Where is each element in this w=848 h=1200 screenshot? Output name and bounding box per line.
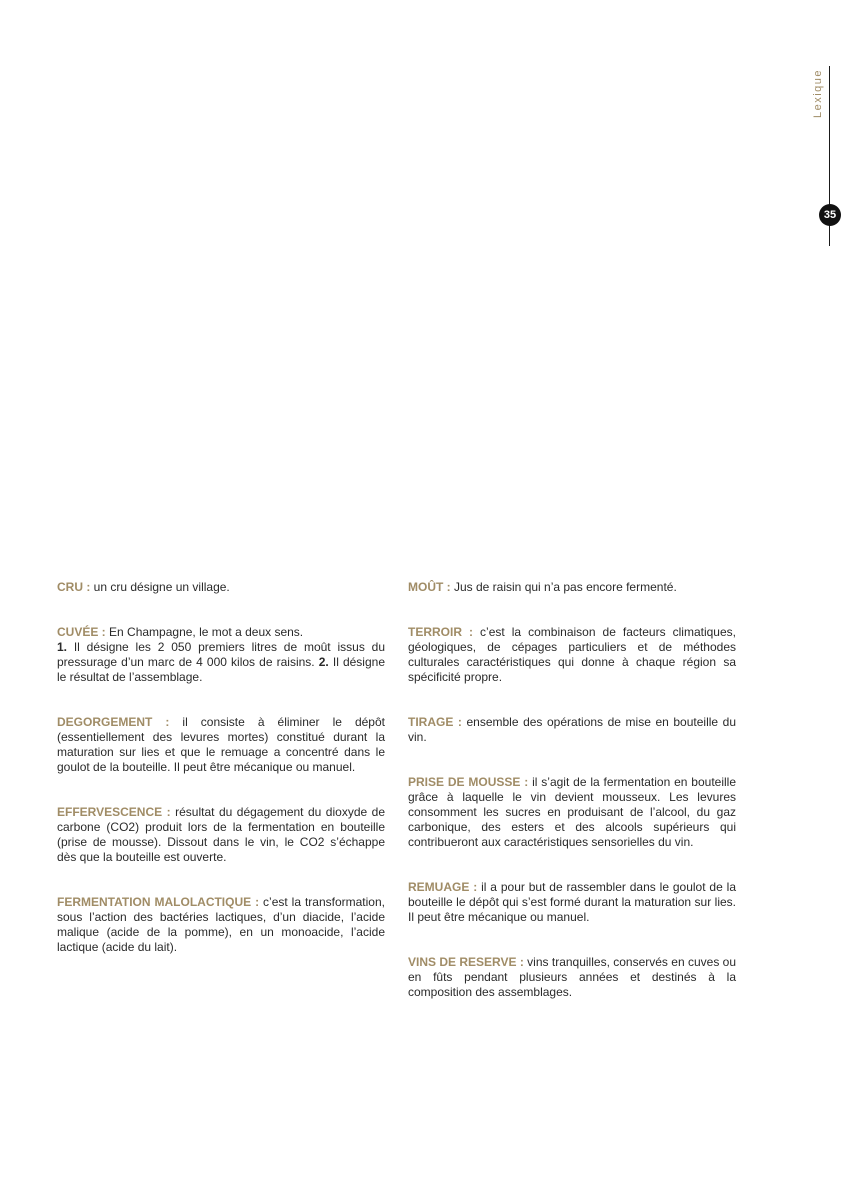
glossary-definition: résultat du dégagement du dioxyde de carbone (CO2) produit lors de la fermentation en bouteille (prise de mousse). Dissout dans le vin, le CO2 s’échappe dès que la bouteille est ouverte. [57, 805, 386, 864]
page-number-badge: 35 [819, 204, 841, 226]
definition-number: 1. [57, 640, 68, 654]
glossary-definition: c’est la transformation, sous l’action des bactéries lactiques, d’un diacide, l’acide malique (acide de la pomme), en un monoacide, l’acide lactique (acide du lait). [57, 895, 385, 954]
glossary-entry-terroir [408, 625, 736, 685]
glossary-definition-part: Il désigne les 2 050 premiers litres de moût issus du pressurage d’un marc de 4 000 kilos de raisins. [57, 640, 385, 669]
glossary-term: TIRAGE : [408, 715, 462, 729]
glossary-term: CRU : [57, 580, 91, 594]
glossary-left-column [57, 580, 385, 955]
glossary-entry-tirage [408, 715, 736, 745]
glossary-definition: il s’agit de la fermentation en bouteille grâce à laquelle le vin devient mousseux. Les levures consomment les sucres en produisant de l’alcool, du gaz carbonique, des esters et des alcools supérieurs qui contribueront aux caractéristiques sensorielles du vin. [408, 775, 737, 849]
glossary-entry-fermentation-malolactique [57, 895, 385, 955]
glossary-definition: En Champagne, le mot a deux sens. [105, 625, 304, 639]
glossary-term: VINS DE RESERVE : [408, 955, 524, 969]
glossary-term: MOÛT : [408, 580, 451, 594]
glossary-entry-mout [408, 580, 736, 595]
glossary-definition: un cru désigne un village. [90, 580, 230, 594]
glossary-entry-effervescence [57, 805, 385, 865]
glossary-definition: Jus de raisin qui n’a pas encore fermenté. [450, 580, 677, 594]
glossary-term: REMUAGE : [408, 880, 478, 894]
section-label: Lexique [812, 68, 824, 118]
glossary-definition: ensemble des opérations de mise en bouteille du vin. [408, 715, 736, 744]
glossary-definition: c’est la combinaison de facteurs climatiques, géologiques, de cépages particuliers et de méthodes culturales caractéristiques qui donne à chaque région sa spécificité propre. [408, 625, 736, 684]
glossary-term: EFFERVESCENCE : [57, 805, 171, 819]
glossary-entry-cru [57, 580, 385, 595]
glossary-definition: il a pour but de rassembler dans le goulot de la bouteille le dépôt qui s’est formé durant la maturation sur lies. Il peut être mécanique ou manuel. [408, 880, 736, 924]
glossary-right-column [408, 580, 736, 1000]
glossary-entry-prise-de-mousse [408, 775, 736, 850]
glossary-entry-degorgement [57, 715, 385, 775]
glossary-definition: il consiste à éliminer le dépôt (essentiellement des levures mortes) constitué durant la maturation sur lies et que le remuage a concentré dans le goulot de la bouteille. Il peut être mécanique ou manuel. [57, 715, 385, 774]
glossary-entry-remuage [408, 880, 736, 925]
glossary-definition-part: Il désigne le résultat de l’assemblage. [57, 655, 385, 684]
glossary-term: PRISE DE MOUSSE : [408, 775, 529, 789]
glossary-term: CUVÉE : [57, 625, 106, 639]
glossary-term: FERMENTATION MALOLACTIQUE : [57, 895, 260, 909]
glossary-definition: vins tranquilles, conservés en cuves ou en fûts pendant plusieurs années et destinés à la composition des assemblages. [408, 955, 737, 999]
definition-number: 2. [318, 655, 329, 669]
glossary-term: TERROIR : [408, 625, 474, 639]
glossary-term: DEGORGEMENT : [57, 715, 170, 729]
glossary-entry-vins-de-reserve [408, 955, 736, 1000]
glossary-entry-cuvee [57, 625, 385, 685]
